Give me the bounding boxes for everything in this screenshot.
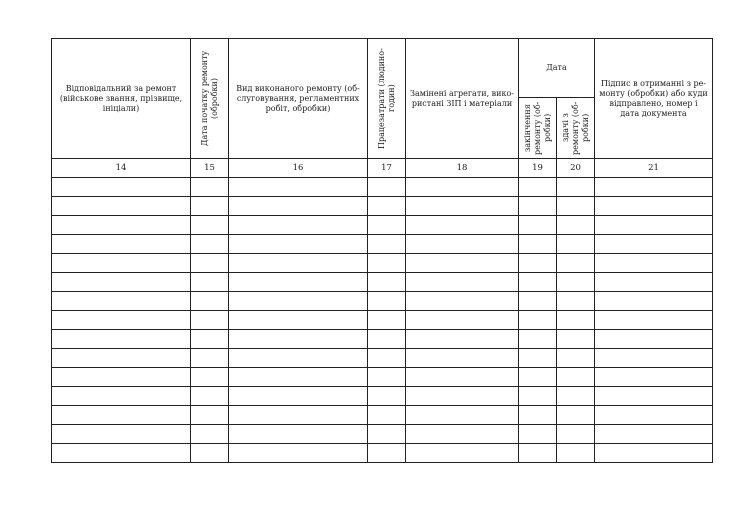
table-cell[interactable]: [191, 216, 229, 235]
table-row: [52, 178, 713, 197]
table-cell[interactable]: [519, 330, 557, 349]
header-start-date-text: Дата початку ремонту (обробки): [199, 50, 219, 147]
column-number-row: [52, 159, 713, 178]
table-cell[interactable]: [52, 444, 191, 463]
header-date-group-text: Дата: [546, 63, 567, 72]
table-cell[interactable]: [595, 406, 713, 425]
table-row: [52, 216, 713, 235]
table-cell[interactable]: [406, 425, 519, 444]
table-cell[interactable]: [191, 330, 229, 349]
table-cell[interactable]: [595, 197, 713, 216]
table-cell[interactable]: [368, 349, 406, 368]
table-cell[interactable]: [557, 178, 595, 197]
table-row: [52, 406, 713, 425]
header-replaced: [406, 39, 519, 159]
header-responsible: [52, 39, 191, 159]
table-cell[interactable]: [595, 387, 713, 406]
table-cell[interactable]: [595, 235, 713, 254]
column-number: 19: [519, 159, 557, 178]
table-cell[interactable]: [229, 216, 368, 235]
table-cell[interactable]: [191, 368, 229, 387]
table-cell[interactable]: [229, 330, 368, 349]
table-cell[interactable]: [519, 368, 557, 387]
table-cell[interactable]: [595, 311, 713, 330]
table-row: [52, 330, 713, 349]
table-cell[interactable]: [191, 311, 229, 330]
table-cell[interactable]: [406, 406, 519, 425]
table-cell[interactable]: [52, 368, 191, 387]
table-cell[interactable]: [406, 444, 519, 463]
table-cell[interactable]: [229, 406, 368, 425]
table-row: [52, 349, 713, 368]
table-cell[interactable]: [557, 254, 595, 273]
table-cell[interactable]: [406, 368, 519, 387]
column-number: 21: [595, 159, 713, 178]
table-cell[interactable]: [229, 425, 368, 444]
table-cell[interactable]: [52, 197, 191, 216]
table-cell[interactable]: [406, 330, 519, 349]
table-cell[interactable]: [519, 406, 557, 425]
table-cell[interactable]: [368, 311, 406, 330]
header-date-group: [519, 39, 595, 98]
header-date-finish: [519, 98, 557, 159]
table-cell[interactable]: [595, 178, 713, 197]
table-cell[interactable]: [406, 273, 519, 292]
table-body: [52, 178, 713, 463]
header-work-type-text: Вид виконаного ремонту (об-слуговування, регламентних робіт, обробки): [236, 83, 360, 113]
table-cell[interactable]: [595, 292, 713, 311]
table-cell[interactable]: [368, 197, 406, 216]
table-cell[interactable]: [191, 425, 229, 444]
table-cell[interactable]: [406, 235, 519, 254]
header-work-type: [229, 39, 368, 159]
table-cell[interactable]: [191, 444, 229, 463]
table-cell[interactable]: [52, 349, 191, 368]
column-number: 17: [368, 159, 406, 178]
table-cell[interactable]: [519, 349, 557, 368]
table-row: [52, 425, 713, 444]
table-cell[interactable]: [595, 368, 713, 387]
column-number: 16: [229, 159, 368, 178]
table-cell[interactable]: [368, 406, 406, 425]
table-cell[interactable]: [191, 406, 229, 425]
column-number: 15: [191, 159, 229, 178]
table-cell[interactable]: [557, 349, 595, 368]
header-date-handover: [557, 98, 595, 159]
table-cell[interactable]: [595, 425, 713, 444]
table-cell[interactable]: [191, 178, 229, 197]
table-cell[interactable]: [595, 444, 713, 463]
table-cell[interactable]: [191, 235, 229, 254]
table-cell[interactable]: [557, 235, 595, 254]
header-date-handover-text: здачі з ремонту (об-робки): [560, 101, 590, 155]
table-cell[interactable]: [519, 425, 557, 444]
column-number: 18: [406, 159, 519, 178]
table-row: [52, 197, 713, 216]
table-cell[interactable]: [519, 254, 557, 273]
table-cell[interactable]: [557, 311, 595, 330]
table-cell[interactable]: [557, 425, 595, 444]
table-cell[interactable]: [368, 273, 406, 292]
table-cell[interactable]: [368, 330, 406, 349]
table-cell[interactable]: [406, 254, 519, 273]
table-cell[interactable]: [557, 406, 595, 425]
table-cell[interactable]: [557, 292, 595, 311]
table-cell[interactable]: [52, 178, 191, 197]
table-cell[interactable]: [557, 216, 595, 235]
table-cell[interactable]: [368, 387, 406, 406]
table-cell[interactable]: [229, 311, 368, 330]
table-cell[interactable]: [519, 178, 557, 197]
table-cell[interactable]: [595, 273, 713, 292]
table-row: [52, 311, 713, 330]
header-responsible-text: Відповідальний за ремонт (військове звання, прізвище, ініціали): [59, 83, 183, 113]
table-row: [52, 368, 713, 387]
table-cell[interactable]: [52, 406, 191, 425]
table-cell[interactable]: [52, 216, 191, 235]
table-row: [52, 387, 713, 406]
repair-log-table: [51, 38, 713, 463]
table-cell[interactable]: [52, 273, 191, 292]
table-cell[interactable]: [191, 387, 229, 406]
table-cell[interactable]: [191, 197, 229, 216]
table-cell[interactable]: [368, 368, 406, 387]
table-cell[interactable]: [229, 444, 368, 463]
table-cell[interactable]: [229, 273, 368, 292]
table-cell[interactable]: [229, 254, 368, 273]
table-cell[interactable]: [595, 330, 713, 349]
table-cell[interactable]: [519, 216, 557, 235]
table-cell[interactable]: [406, 292, 519, 311]
table-cell[interactable]: [519, 444, 557, 463]
table-cell[interactable]: [368, 235, 406, 254]
table-cell[interactable]: [519, 197, 557, 216]
table-cell[interactable]: [191, 349, 229, 368]
table-cell[interactable]: [52, 292, 191, 311]
table-cell[interactable]: [368, 292, 406, 311]
header-signature-text: Підпис в отриманні з ре-монту (обробки) або куди відправлено, номер і дата документа: [599, 78, 708, 118]
table-cell[interactable]: [406, 216, 519, 235]
table-cell[interactable]: [229, 368, 368, 387]
table-cell[interactable]: [191, 273, 229, 292]
table-cell[interactable]: [229, 235, 368, 254]
table-cell[interactable]: [557, 330, 595, 349]
table-cell[interactable]: [229, 387, 368, 406]
table-cell[interactable]: [519, 273, 557, 292]
table-cell[interactable]: [519, 292, 557, 311]
header-signature: [595, 39, 713, 159]
table-cell[interactable]: [229, 292, 368, 311]
column-number: 14: [52, 159, 191, 178]
table-cell[interactable]: [52, 311, 191, 330]
table-cell[interactable]: [557, 197, 595, 216]
header-start-date: [191, 39, 229, 159]
table-cell[interactable]: [595, 254, 713, 273]
header-replaced-text: Замінені агрегати, вико-ристані ЗІП і матеріали: [410, 88, 515, 108]
table-cell[interactable]: [406, 178, 519, 197]
table-cell[interactable]: [52, 235, 191, 254]
table-row: [52, 444, 713, 463]
table-cell[interactable]: [519, 311, 557, 330]
table-cell[interactable]: [519, 235, 557, 254]
table-cell[interactable]: [52, 425, 191, 444]
table-cell[interactable]: [52, 330, 191, 349]
table-cell[interactable]: [368, 444, 406, 463]
table-cell[interactable]: [191, 292, 229, 311]
header-labor: [368, 39, 406, 159]
header-date-finish-text: закінчення ремонту (об-робки): [522, 101, 552, 155]
table-cell[interactable]: [406, 349, 519, 368]
table-cell[interactable]: [368, 425, 406, 444]
table-cell[interactable]: [557, 273, 595, 292]
table-cell[interactable]: [52, 254, 191, 273]
table-cell[interactable]: [519, 387, 557, 406]
table-cell[interactable]: [229, 349, 368, 368]
table-cell[interactable]: [557, 387, 595, 406]
table-cell[interactable]: [229, 197, 368, 216]
table-cell[interactable]: [368, 216, 406, 235]
table-row: [52, 235, 713, 254]
column-number: 20: [557, 159, 595, 178]
table-cell[interactable]: [595, 349, 713, 368]
table-cell[interactable]: [368, 254, 406, 273]
table-cell[interactable]: [368, 178, 406, 197]
table-row: [52, 292, 713, 311]
table-cell[interactable]: [557, 368, 595, 387]
table-row: [52, 273, 713, 292]
table-cell[interactable]: [191, 254, 229, 273]
table-cell[interactable]: [406, 311, 519, 330]
table-cell[interactable]: [406, 387, 519, 406]
table-row: [52, 254, 713, 273]
table-cell[interactable]: [406, 197, 519, 216]
table-cell[interactable]: [52, 387, 191, 406]
table-cell[interactable]: [595, 216, 713, 235]
table-cell[interactable]: [557, 444, 595, 463]
header-labor-text: Працезатрати (людино-годин): [376, 48, 396, 149]
table-cell[interactable]: [229, 178, 368, 197]
